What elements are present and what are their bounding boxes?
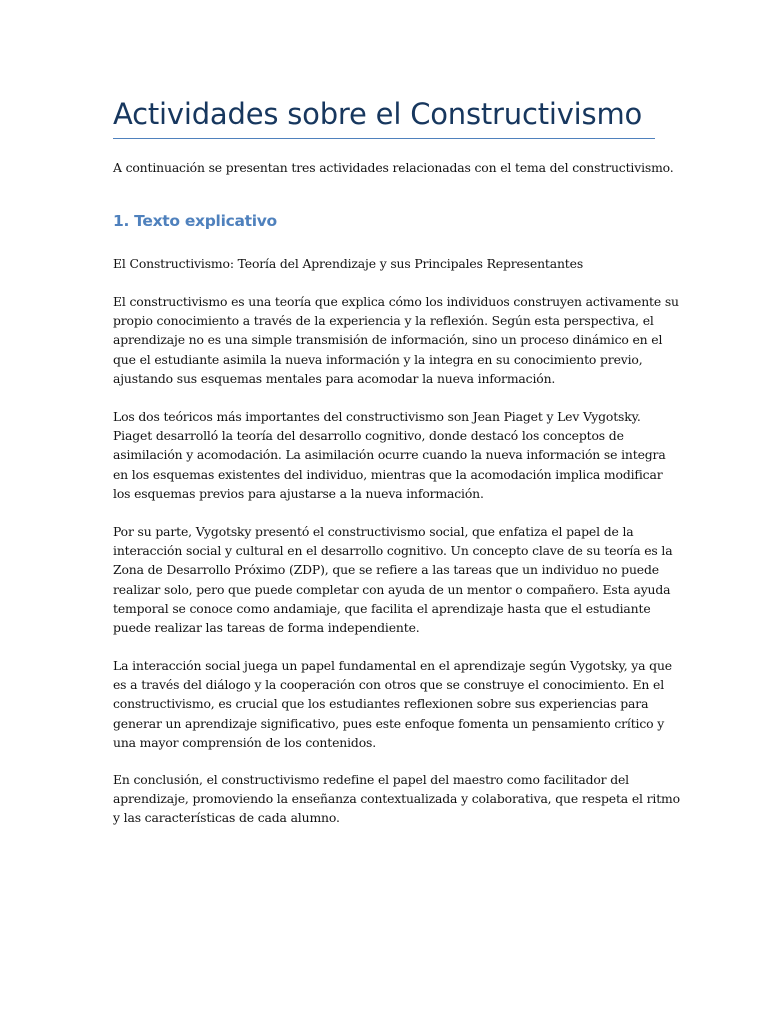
- paragraph-line: propio conocimiento a través de la experiencia y la reflexión. Según esta perspectiva, el: [113, 313, 654, 329]
- title-divider: [113, 138, 655, 139]
- paragraph-line: asimilación y acomodación. La asimilación ocurre cuando la nueva información se integra: [113, 447, 666, 463]
- document-title: Actividades sobre el Constructivismo: [113, 97, 643, 131]
- body-paragraph-2: [113, 407, 666, 503]
- paragraph-line: Zona de Desarrollo Próximo (ZDP), que se refiere a las tareas que un individuo no puede: [113, 562, 659, 578]
- section-heading: 1. Texto explicativo: [113, 212, 277, 230]
- paragraph-line: realizar solo, pero que puede completar con ayuda de un mentor o compañero. Esta ayuda: [113, 581, 671, 597]
- paragraph-line: La interacción social juega un papel fundamental en el aprendizaje según Vygotsky, ya que: [113, 658, 672, 673]
- body-paragraph-3: [113, 522, 673, 637]
- paragraph-line: Los dos teóricos más importantes del constructivismo son Jean Piaget y Lev Vygotsky.: [113, 409, 641, 424]
- paragraph-line: En conclusión, el constructivismo redefine el papel del maestro como facilitador del: [113, 772, 629, 787]
- paragraph-line: constructivismo, es crucial que los estudiantes reflexionen sobre sus experiencias para: [113, 696, 649, 712]
- paragraph-line: aprendizaje, promoviendo la enseñanza contextualizada y colaborativa, que respeta el ritmo: [113, 791, 680, 807]
- paragraph-line: generar un aprendizaje significativo, pues este enfoque fomenta un pensamiento crítico y: [113, 715, 665, 731]
- section-subtitle: El Constructivismo: Teoría del Aprendizaje y sus Principales Representantes: [113, 256, 584, 271]
- paragraph-line: temporal se conoce como andamiaje, que facilita el aprendizaje hasta que el estudiante: [113, 600, 651, 616]
- body-paragraph-5: [113, 770, 680, 828]
- paragraph-line: y las características de cada alumno.: [113, 810, 340, 826]
- paragraph-line: es a través del diálogo y la cooperación con otros que se construye el conocimiento. En el: [113, 677, 665, 693]
- paragraph-line: El constructivismo es una teoría que explica cómo los individuos construyen activamente su: [113, 294, 679, 309]
- paragraph-line: que el estudiante asimila la nueva información y la integra en su conocimiento previo,: [113, 351, 643, 367]
- paragraph-line: interacción social y cultural en el desarrollo cognitivo. Un concepto clave de su teoría es la: [113, 543, 673, 559]
- body-paragraph-1: [113, 292, 679, 388]
- paragraph-line: ajustando sus esquemas mentales para acomodar la nueva información.: [113, 370, 556, 386]
- body-paragraph-4: [113, 656, 672, 752]
- paragraph-line: una mayor comprensión de los contenidos.: [113, 734, 377, 750]
- paragraph-line: los esquemas previos para ajustarse a la nueva información.: [113, 485, 484, 501]
- paragraph-line: Por su parte, Vygotsky presentó el constructivismo social, que enfatiza el papel de la: [113, 524, 634, 539]
- paragraph-line: puede realizar las tareas de forma independiente.: [113, 620, 420, 636]
- paragraph-line: Piaget desarrolló la teoría del desarrollo cognitivo, donde destacó los conceptos de: [113, 428, 624, 444]
- intro-paragraph: A continuación se presentan tres actividades relacionadas con el tema del constructivismo.: [113, 160, 674, 175]
- paragraph-line: en los esquemas existentes del individuo, mientras que la acomodación implica modificar: [113, 466, 663, 482]
- paragraph-line: aprendizaje no es una simple transmisión de información, sino un proceso dinámico en el: [113, 332, 663, 348]
- document-page: [113, 0, 680, 826]
